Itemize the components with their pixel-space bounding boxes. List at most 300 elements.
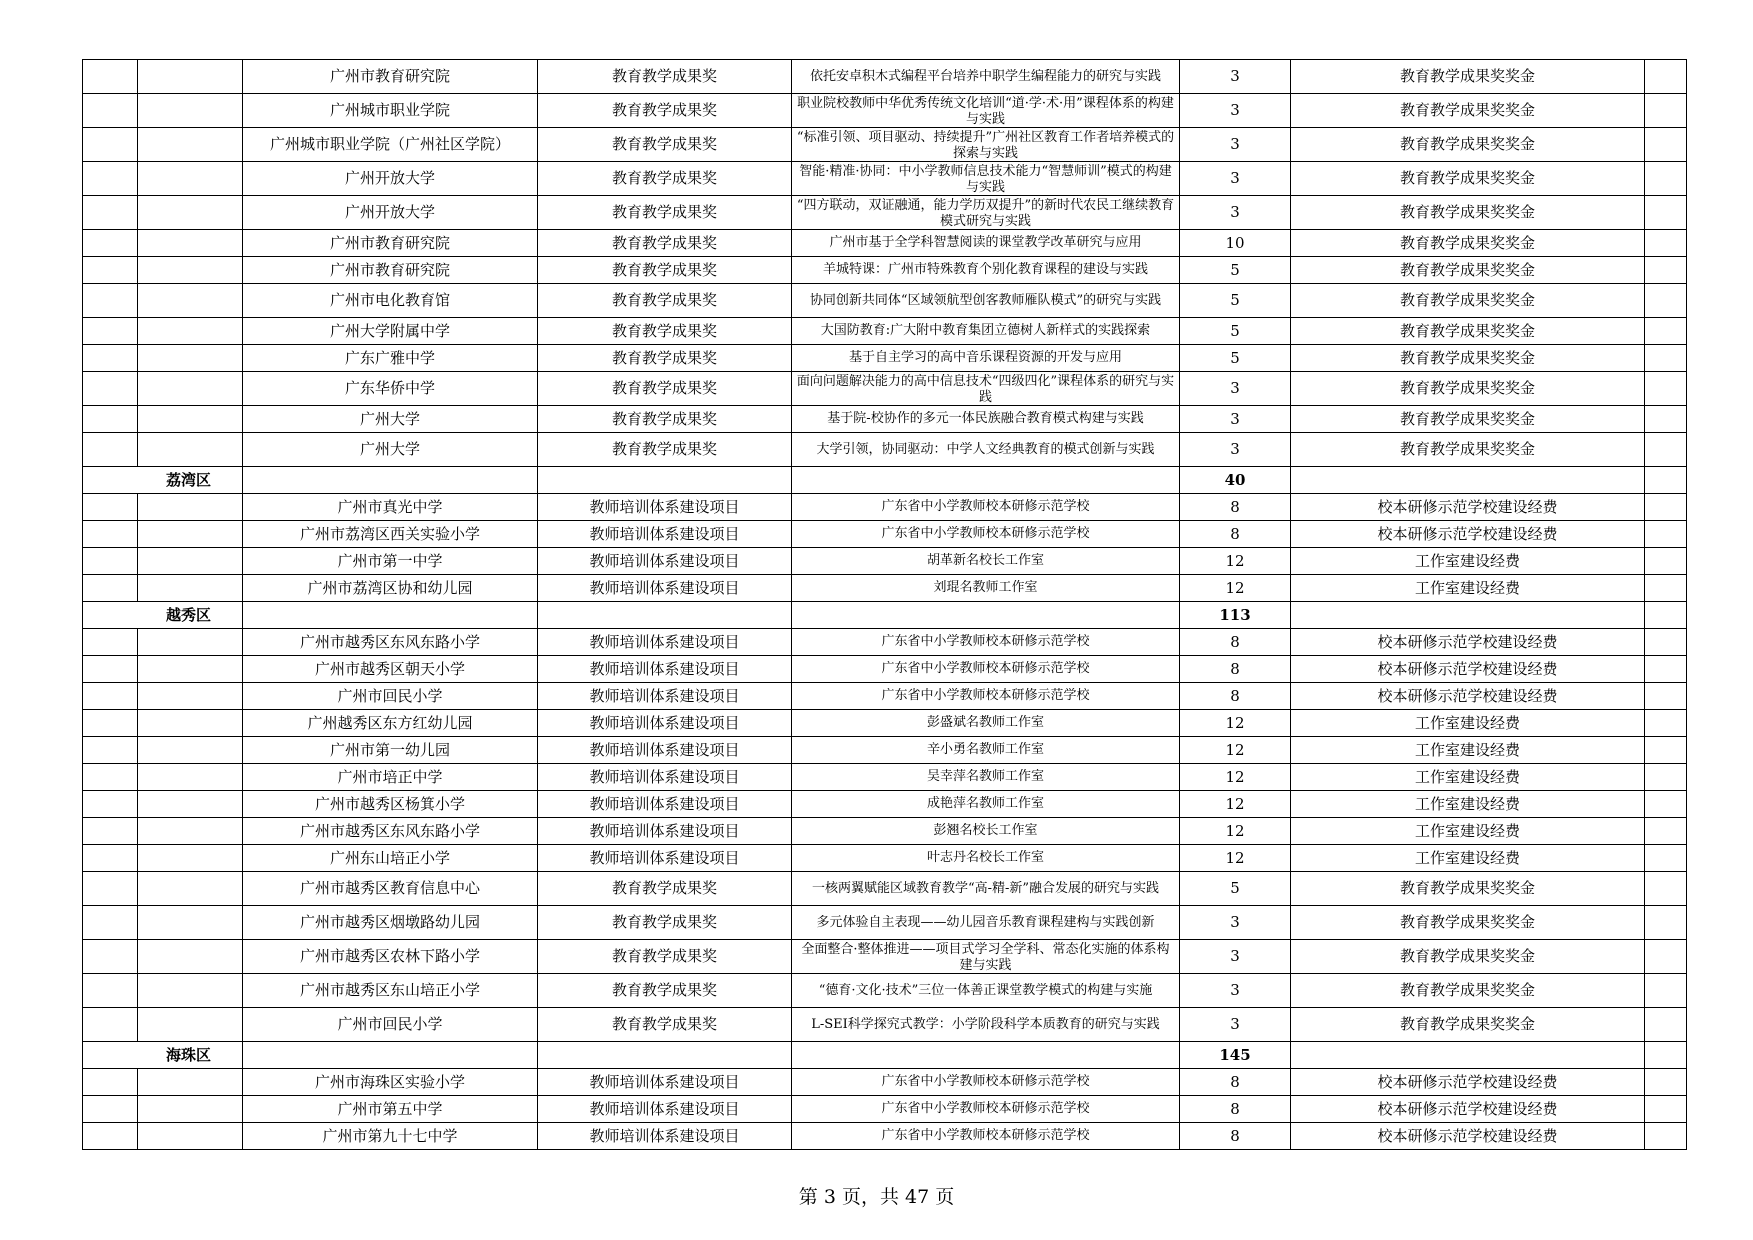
project-name-text: 大学引领，协同驱动：中学人文经典教育的模式创新与实践 (816, 441, 1155, 457)
index-cell (83, 940, 138, 974)
project-name-text: 彭翘名校长工作室 (933, 823, 1038, 838)
project-name (792, 575, 1180, 602)
unit-name: 广州大学附属中学 (243, 318, 538, 345)
note-cell (1645, 162, 1687, 196)
district-name: 海珠区 (83, 1042, 243, 1069)
project-category: 教育教学成果奖 (538, 345, 792, 372)
district-cell (138, 230, 243, 257)
index-cell (83, 60, 138, 94)
note-cell (1645, 257, 1687, 284)
district-cell (138, 1123, 243, 1150)
note-cell (1645, 467, 1687, 494)
table-row (83, 872, 1687, 906)
project-name (792, 345, 1180, 372)
note-cell (1645, 94, 1687, 128)
note-cell (1645, 791, 1687, 818)
amount: 12 (1180, 737, 1291, 764)
district-cell (138, 60, 243, 94)
fund-use: 工作室建设经费 (1291, 548, 1645, 575)
project-category: 教育教学成果奖 (538, 906, 792, 940)
table-row (83, 128, 1687, 162)
project-name (792, 872, 1180, 906)
project-category: 教育教学成果奖 (538, 257, 792, 284)
district-cell (138, 521, 243, 548)
amount: 5 (1180, 345, 1291, 372)
index-cell (83, 764, 138, 791)
index-cell (83, 345, 138, 372)
amount: 8 (1180, 629, 1291, 656)
unit-name: 广州市越秀区农林下路小学 (243, 940, 538, 974)
project-name-text: 广东省中小学教师校本研修示范学校 (881, 661, 1090, 676)
district-cell (138, 433, 243, 467)
district-cell (138, 548, 243, 575)
project-name (792, 548, 1180, 575)
note-cell (1645, 1008, 1687, 1042)
index-cell (83, 433, 138, 467)
note-cell (1645, 318, 1687, 345)
amount: 8 (1180, 683, 1291, 710)
index-cell (83, 257, 138, 284)
amount: 3 (1180, 60, 1291, 94)
project-name (792, 230, 1180, 257)
project-name (792, 940, 1180, 974)
district-cell (138, 372, 243, 406)
project-name (792, 1069, 1180, 1096)
table-row (83, 230, 1687, 257)
project-name-text: 大国防教育:广大附中教育集团立德树人新样式的实践探索 (820, 323, 1151, 338)
amount: 12 (1180, 791, 1291, 818)
project-category: 教师培训体系建设项目 (538, 791, 792, 818)
project-name (792, 764, 1180, 791)
amount: 8 (1180, 1069, 1291, 1096)
project-name-text: 多元体验自主表现——幼儿园音乐教育课程建构与实践创新 (816, 914, 1155, 930)
unit-name: 广州市荔湾区协和幼儿园 (243, 575, 538, 602)
district-total: 113 (1180, 602, 1291, 629)
index-cell (83, 872, 138, 906)
fund-use: 工作室建设经费 (1291, 845, 1645, 872)
note-cell (1645, 494, 1687, 521)
project-name-text: 羊城特课：广州市特殊教育个别化教育课程的建设与实践 (822, 262, 1148, 277)
project-category: 教师培训体系建设项目 (538, 1123, 792, 1150)
table-row (83, 494, 1687, 521)
table-row (83, 629, 1687, 656)
project-name-text: 广东省中小学教师校本研修示范学校 (881, 526, 1090, 541)
project-name-text: 吴幸萍名教师工作室 (926, 769, 1044, 784)
project-category: 教师培训体系建设项目 (538, 818, 792, 845)
amount: 8 (1180, 521, 1291, 548)
amount: 8 (1180, 1123, 1291, 1150)
use-cell (1291, 1042, 1645, 1069)
fund-use: 教育教学成果奖奖金 (1291, 318, 1645, 345)
table-row (83, 433, 1687, 467)
project-category: 教师培训体系建设项目 (538, 845, 792, 872)
table-row (83, 940, 1687, 974)
unit-name: 广州市教育研究院 (243, 257, 538, 284)
amount: 3 (1180, 433, 1291, 467)
project-name (792, 791, 1180, 818)
amount: 3 (1180, 906, 1291, 940)
project-category: 教育教学成果奖 (538, 128, 792, 162)
amount: 8 (1180, 656, 1291, 683)
index-cell (83, 737, 138, 764)
index-cell (83, 128, 138, 162)
index-cell (83, 230, 138, 257)
unit-name: 广州市回民小学 (243, 683, 538, 710)
district-cell (138, 974, 243, 1008)
amount: 12 (1180, 764, 1291, 791)
allocation-table (82, 59, 1687, 1150)
index-cell (83, 284, 138, 318)
amount: 5 (1180, 872, 1291, 906)
project-name-text: 广东省中小学教师校本研修示范学校 (881, 1074, 1090, 1089)
note-cell (1645, 737, 1687, 764)
project-category: 教师培训体系建设项目 (538, 737, 792, 764)
index-cell (83, 845, 138, 872)
project-category: 教师培训体系建设项目 (538, 1096, 792, 1123)
unit-name: 广州市教育研究院 (243, 230, 538, 257)
project-name-text: 刘琨名教师工作室 (933, 580, 1038, 595)
table-row (83, 60, 1687, 94)
project-name-text: 广州市基于全学科智慧阅读的课堂教学改革研究与应用 (829, 235, 1142, 250)
fund-use: 工作室建设经费 (1291, 575, 1645, 602)
note-cell (1645, 940, 1687, 974)
amount: 3 (1180, 94, 1291, 128)
note-cell (1645, 1042, 1687, 1069)
project-name-text: 基于自主学习的高中音乐课程资源的开发与应用 (848, 350, 1122, 365)
table-row (83, 548, 1687, 575)
note-cell (1645, 548, 1687, 575)
district-cell (138, 318, 243, 345)
note-cell (1645, 818, 1687, 845)
amount: 12 (1180, 818, 1291, 845)
project-name (792, 433, 1180, 467)
table-row (83, 764, 1687, 791)
district-name: 越秀区 (83, 602, 243, 629)
page-footer: 第 3 页，共 47 页 (798, 1186, 955, 1208)
project-name-text: 智能·精准·协同：中小学教师信息技术能力“智慧师训”模式的构建与实践 (799, 163, 1172, 194)
table-row (83, 906, 1687, 940)
use-cell (1291, 467, 1645, 494)
district-cell (138, 128, 243, 162)
project-name (792, 818, 1180, 845)
amount: 3 (1180, 162, 1291, 196)
fund-use: 校本研修示范学校建设经费 (1291, 1096, 1645, 1123)
project-name (792, 318, 1180, 345)
district-cell (138, 683, 243, 710)
project-name-text: 基于院-校协作的多元一体民族融合教育模式构建与实践 (827, 411, 1144, 426)
index-cell (83, 656, 138, 683)
note-cell (1645, 764, 1687, 791)
project-name-text: 辛小勇名教师工作室 (926, 742, 1044, 757)
project-cell (792, 1042, 1180, 1069)
fund-use: 教育教学成果奖奖金 (1291, 284, 1645, 318)
unit-name: 广州市荔湾区西关实验小学 (243, 521, 538, 548)
index-cell (83, 372, 138, 406)
table-row (83, 162, 1687, 196)
fund-use: 教育教学成果奖奖金 (1291, 1008, 1645, 1042)
unit-name: 广州市越秀区教育信息中心 (243, 872, 538, 906)
project-name (792, 629, 1180, 656)
table-row (83, 94, 1687, 128)
district-cell (138, 791, 243, 818)
unit-name: 广州市真光中学 (243, 494, 538, 521)
amount: 8 (1180, 494, 1291, 521)
project-category: 教育教学成果奖 (538, 1008, 792, 1042)
amount: 3 (1180, 128, 1291, 162)
table-row (83, 1096, 1687, 1123)
project-name-text: 叶志丹名校长工作室 (926, 850, 1044, 865)
fund-use: 校本研修示范学校建设经费 (1291, 521, 1645, 548)
unit-name: 广州越秀区东方红幼儿园 (243, 710, 538, 737)
district-total: 145 (1180, 1042, 1291, 1069)
note-cell (1645, 60, 1687, 94)
project-category: 教育教学成果奖 (538, 162, 792, 196)
index-cell (83, 406, 138, 433)
project-category: 教育教学成果奖 (538, 230, 792, 257)
project-name-text: 全面整合·整体推进——项目式学习全学科、常态化实施的体系构建与实践 (801, 941, 1170, 972)
table-row (83, 575, 1687, 602)
project-category: 教育教学成果奖 (538, 372, 792, 406)
index-cell (83, 1096, 138, 1123)
fund-use: 教育教学成果奖奖金 (1291, 94, 1645, 128)
index-cell (83, 974, 138, 1008)
amount: 12 (1180, 575, 1291, 602)
use-cell (1291, 602, 1645, 629)
note-cell (1645, 196, 1687, 230)
amount: 3 (1180, 940, 1291, 974)
table-row (83, 1008, 1687, 1042)
fund-use: 教育教学成果奖奖金 (1291, 196, 1645, 230)
index-cell (83, 494, 138, 521)
project-name (792, 162, 1180, 196)
table-row (83, 1123, 1687, 1150)
fund-use: 教育教学成果奖奖金 (1291, 940, 1645, 974)
unit-cell (243, 602, 538, 629)
project-name (792, 1096, 1180, 1123)
project-category: 教师培训体系建设项目 (538, 1069, 792, 1096)
district-cell (138, 737, 243, 764)
amount: 3 (1180, 974, 1291, 1008)
fund-use: 教育教学成果奖奖金 (1291, 372, 1645, 406)
district-total: 40 (1180, 467, 1291, 494)
district-cell (138, 845, 243, 872)
project-category: 教师培训体系建设项目 (538, 683, 792, 710)
project-name-text: 依托安卓积木式编程平台培养中职学生编程能力的研究与实践 (809, 68, 1161, 84)
project-name (792, 906, 1180, 940)
project-name-text: “德育·文化·技术”三位一体善正课堂教学模式的构建与实施 (818, 982, 1153, 998)
project-name (792, 1123, 1180, 1150)
amount: 5 (1180, 257, 1291, 284)
fund-use: 校本研修示范学校建设经费 (1291, 1069, 1645, 1096)
fund-use: 校本研修示范学校建设经费 (1291, 683, 1645, 710)
district-cell (138, 257, 243, 284)
note-cell (1645, 602, 1687, 629)
project-category: 教育教学成果奖 (538, 433, 792, 467)
index-cell (83, 683, 138, 710)
table-row (83, 710, 1687, 737)
note-cell (1645, 575, 1687, 602)
project-category: 教育教学成果奖 (538, 872, 792, 906)
district-cell (138, 94, 243, 128)
unit-name: 广州市越秀区东风东路小学 (243, 818, 538, 845)
note-cell (1645, 710, 1687, 737)
project-category: 教师培训体系建设项目 (538, 575, 792, 602)
note-cell (1645, 656, 1687, 683)
project-name-text: L-SEI科学探究式教学：小学阶段科学本质教育的研究与实践 (811, 1016, 1160, 1032)
table-row (83, 737, 1687, 764)
district-subtotal-row (83, 467, 1687, 494)
project-name-text: “四方联动，双证融通，能力学历双提升”的新时代农民工继续教育模式研究与实践 (796, 197, 1175, 228)
project-name-text: “标准引领、项目驱动、持续提升”广州社区教育工作者培养模式的探索与实践 (796, 129, 1175, 160)
fund-use: 工作室建设经费 (1291, 818, 1645, 845)
index-cell (83, 791, 138, 818)
project-category: 教师培训体系建设项目 (538, 494, 792, 521)
project-category: 教育教学成果奖 (538, 406, 792, 433)
category-cell (538, 467, 792, 494)
note-cell (1645, 345, 1687, 372)
project-name-text: 广东省中小学教师校本研修示范学校 (881, 1101, 1090, 1116)
project-name (792, 406, 1180, 433)
unit-name: 广州开放大学 (243, 162, 538, 196)
project-cell (792, 602, 1180, 629)
index-cell (83, 1008, 138, 1042)
district-subtotal-row (83, 602, 1687, 629)
district-cell (138, 284, 243, 318)
amount: 5 (1180, 284, 1291, 318)
district-cell (138, 656, 243, 683)
unit-cell (243, 1042, 538, 1069)
unit-name: 广州市电化教育馆 (243, 284, 538, 318)
amount: 3 (1180, 1008, 1291, 1042)
project-name-text: 广东省中小学教师校本研修示范学校 (881, 634, 1090, 649)
index-cell (83, 629, 138, 656)
table-row (83, 318, 1687, 345)
fund-use: 校本研修示范学校建设经费 (1291, 494, 1645, 521)
index-cell (83, 548, 138, 575)
district-cell (138, 710, 243, 737)
unit-name: 广州市第五中学 (243, 1096, 538, 1123)
project-name-text: 彭盛斌名教师工作室 (926, 715, 1044, 730)
amount: 10 (1180, 230, 1291, 257)
project-name-text: 广东省中小学教师校本研修示范学校 (881, 1128, 1090, 1143)
fund-use: 工作室建设经费 (1291, 791, 1645, 818)
fund-use: 校本研修示范学校建设经费 (1291, 1123, 1645, 1150)
note-cell (1645, 872, 1687, 906)
note-cell (1645, 284, 1687, 318)
note-cell (1645, 230, 1687, 257)
project-name (792, 521, 1180, 548)
project-name (792, 257, 1180, 284)
project-category: 教师培训体系建设项目 (538, 710, 792, 737)
district-cell (138, 494, 243, 521)
fund-use: 校本研修示范学校建设经费 (1291, 656, 1645, 683)
note-cell (1645, 372, 1687, 406)
project-category: 教师培训体系建设项目 (538, 764, 792, 791)
index-cell (83, 521, 138, 548)
project-name-text: 广东省中小学教师校本研修示范学校 (881, 499, 1090, 514)
index-cell (83, 906, 138, 940)
index-cell (83, 196, 138, 230)
amount: 3 (1180, 406, 1291, 433)
district-cell (138, 575, 243, 602)
project-name (792, 94, 1180, 128)
unit-name: 广州市海珠区实验小学 (243, 1069, 538, 1096)
project-name (792, 683, 1180, 710)
index-cell (83, 575, 138, 602)
table-row (83, 974, 1687, 1008)
amount: 12 (1180, 710, 1291, 737)
amount: 3 (1180, 196, 1291, 230)
amount: 12 (1180, 548, 1291, 575)
unit-name: 广州市第一中学 (243, 548, 538, 575)
project-name (792, 710, 1180, 737)
note-cell (1645, 1069, 1687, 1096)
note-cell (1645, 974, 1687, 1008)
project-name-text: 成艳萍名教师工作室 (926, 796, 1044, 811)
index-cell (83, 710, 138, 737)
note-cell (1645, 128, 1687, 162)
district-cell (138, 196, 243, 230)
amount: 8 (1180, 1096, 1291, 1123)
fund-use: 教育教学成果奖奖金 (1291, 974, 1645, 1008)
district-cell (138, 162, 243, 196)
project-category: 教师培训体系建设项目 (538, 521, 792, 548)
unit-name: 广州城市职业学院（广州社区学院） (243, 128, 538, 162)
district-name: 荔湾区 (83, 467, 243, 494)
project-category: 教育教学成果奖 (538, 940, 792, 974)
project-name (792, 1008, 1180, 1042)
project-category: 教育教学成果奖 (538, 318, 792, 345)
district-cell (138, 1096, 243, 1123)
table-row (83, 406, 1687, 433)
unit-name: 广州市教育研究院 (243, 60, 538, 94)
index-cell (83, 162, 138, 196)
district-cell (138, 406, 243, 433)
category-cell (538, 602, 792, 629)
table-row (83, 372, 1687, 406)
table-row (83, 818, 1687, 845)
unit-name: 广州东山培正小学 (243, 845, 538, 872)
project-name (792, 494, 1180, 521)
project-name (792, 656, 1180, 683)
unit-cell (243, 467, 538, 494)
fund-use: 教育教学成果奖奖金 (1291, 230, 1645, 257)
district-cell (138, 764, 243, 791)
project-category: 教师培训体系建设项目 (538, 656, 792, 683)
fund-use: 工作室建设经费 (1291, 710, 1645, 737)
note-cell (1645, 1123, 1687, 1150)
index-cell (83, 818, 138, 845)
unit-name: 广州大学 (243, 433, 538, 467)
unit-name: 广州开放大学 (243, 196, 538, 230)
note-cell (1645, 845, 1687, 872)
district-cell (138, 818, 243, 845)
unit-name: 广州大学 (243, 406, 538, 433)
fund-use: 工作室建设经费 (1291, 764, 1645, 791)
fund-use: 工作室建设经费 (1291, 737, 1645, 764)
unit-name: 广州市第一幼儿园 (243, 737, 538, 764)
table-row (83, 284, 1687, 318)
fund-use: 教育教学成果奖奖金 (1291, 406, 1645, 433)
fund-use: 教育教学成果奖奖金 (1291, 872, 1645, 906)
index-cell (83, 318, 138, 345)
district-cell (138, 345, 243, 372)
table-row (83, 791, 1687, 818)
district-cell (138, 906, 243, 940)
note-cell (1645, 629, 1687, 656)
unit-name: 广州市越秀区杨箕小学 (243, 791, 538, 818)
project-name (792, 196, 1180, 230)
